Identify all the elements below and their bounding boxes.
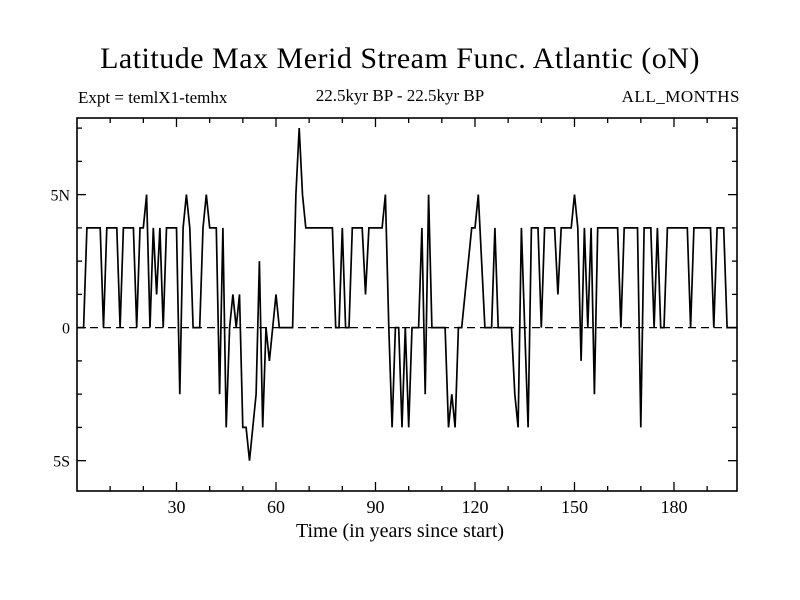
x-tick-label: 60 xyxy=(266,497,285,517)
experiment-label: Expt = temlX1-temhx xyxy=(78,88,228,107)
time-range-label: 22.5kyr BP - 22.5kyr BP xyxy=(315,86,485,105)
y-tick-label: 0 xyxy=(62,320,70,338)
x-tick-label: 120 xyxy=(461,497,489,517)
months-label: ALL_MONTHS xyxy=(621,87,740,106)
data-line xyxy=(77,128,737,461)
x-axis-label: Time (in years since start) xyxy=(295,520,505,542)
x-tick-label: 150 xyxy=(560,497,588,517)
x-tick-label: 90 xyxy=(366,497,385,517)
y-tick-label: 5N xyxy=(50,187,70,205)
chart-title: Latitude Max Merid Stream Func. Atlantic (oN) xyxy=(100,42,700,75)
x-tick-label: 180 xyxy=(660,497,688,517)
y-tick-label: 5S xyxy=(53,453,70,471)
x-tick-label: 30 xyxy=(167,497,186,517)
